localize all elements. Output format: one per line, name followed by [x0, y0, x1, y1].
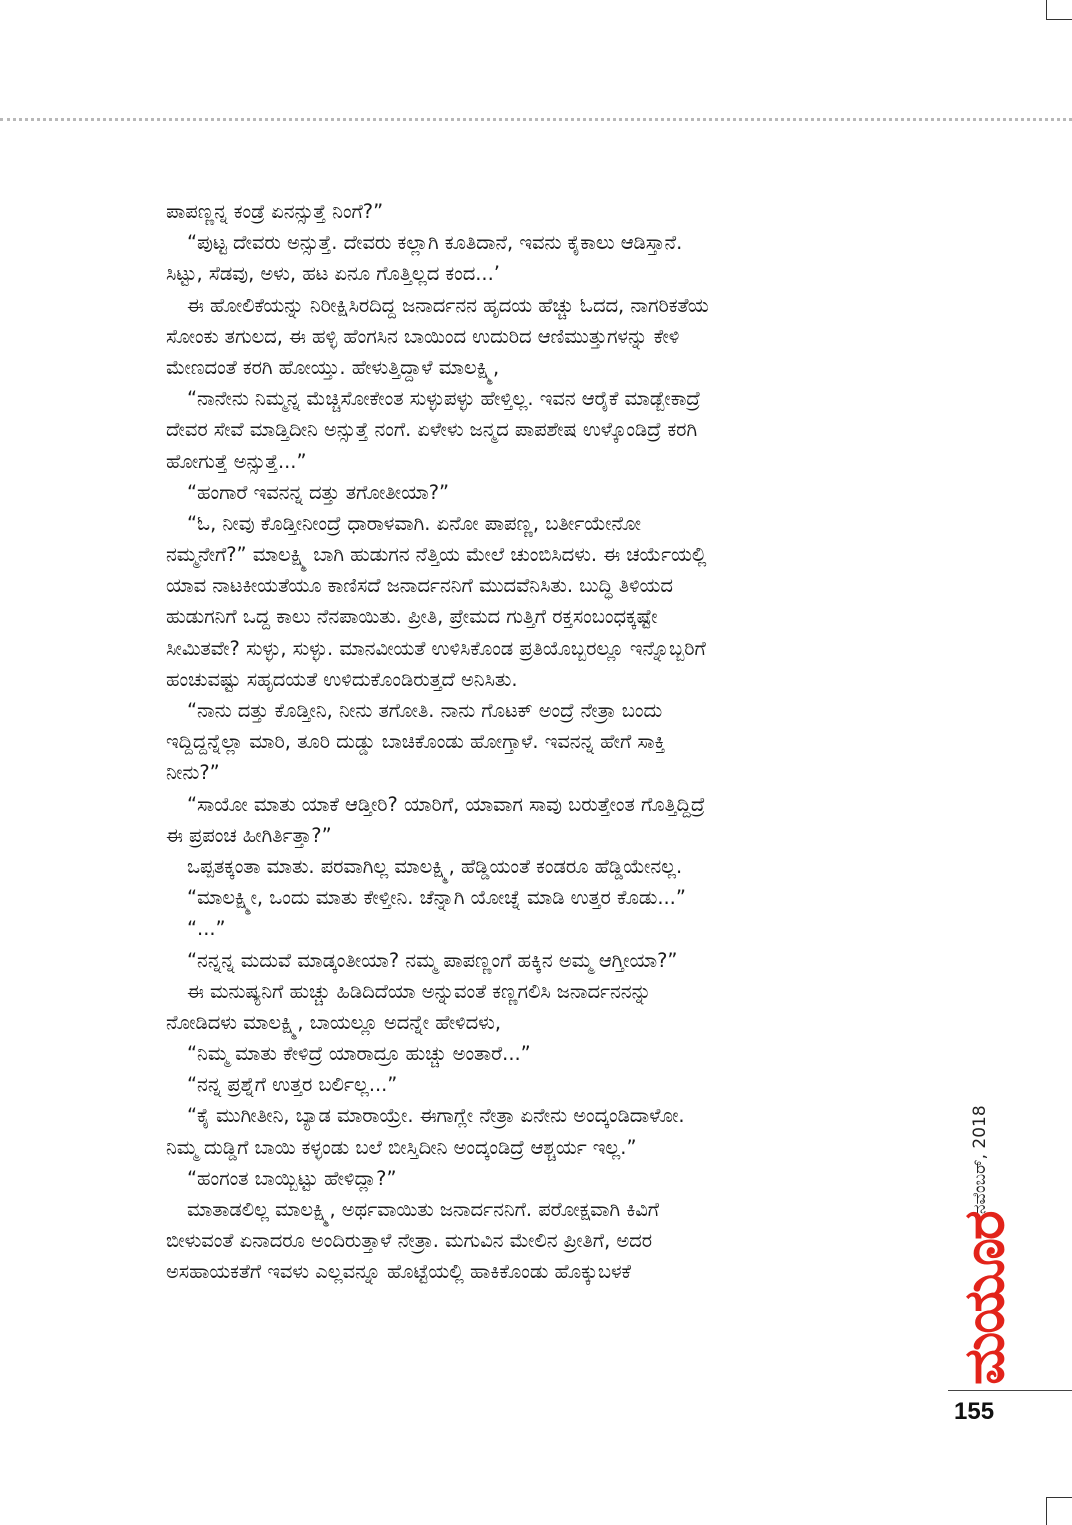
article-line: ಹೋಗುತ್ತೆ ಅನ್ಸುತ್ತೆ...”: [166, 449, 307, 473]
article-line: “ನಿಮ್ಮ ಮಾತು ಕೇಳಿದ್ರೆ ಯಾರಾದ್ರೂ ಹುಚ್ಚು ಅಂತಾರೆ...”: [187, 1042, 531, 1066]
magazine-masthead: ಮಯೂರ: [952, 1212, 1017, 1386]
article-line: ಸಿಟ್ಟು, ಸೆಡವು, ಅಳು, ಹಟ ಏನೂ ಗೊತ್ತಿಲ್ಲದ ಕಂದ...’: [166, 262, 500, 286]
article-line: “ಹಂಗಂತ ಬಾಯ್ಬಿಟ್ಟು ಹೇಳಿದ್ಲಾ?”: [187, 1166, 397, 1190]
article-line: “ಪುಟ್ಟ ದೇವರು ಅನ್ಸುತ್ತೆ. ದೇವರು ಕಲ್ಲಾಗಿ ಕೂತಿದಾನೆ, ಇವನು ಕೈಕಾಲು ಆಡಿಸ್ತಾನೆ.: [187, 231, 683, 255]
article-line: ಸೀಮಿತವೇ? ಸುಳ್ಳು, ಸುಳ್ಳು. ಮಾನವೀಯತೆ ಉಳಿಸಿಕೊಂಡ ಪ್ರತಿಯೊಬ್ಬರಲ್ಲೂ ಇನ್ನೊಬ್ಬರಿಗೆ: [166, 636, 706, 660]
page-number-rule: [948, 1390, 1072, 1391]
article-line: “ಓ, ನೀವು ಕೊಡ್ತೀನೀಂದ್ರೆ ಧಾರಾಳವಾಗಿ. ಏನೋ ಪಾಪಣ್ಣ, ಬರ್ತೀಯೇನೋ: [187, 511, 641, 535]
article-line: ಹಂಚುವಷ್ಟು ಸಹೃದಯತೆ ಉಳಿದುಕೊಂಡಿರುತ್ತದೆ ಅನಿಸಿತು.: [166, 667, 518, 691]
article-line: “ನನ್ನನ್ನ ಮದುವೆ ಮಾಡ್ಕಂತೀಯಾ? ನಮ್ಮ ಪಾಪಣ್ಣಂಗೆ ಹಕ್ಕಿನ ಅಮ್ಮ ಆಗ್ತೀಯಾ?”: [187, 948, 678, 972]
header-dotted-rule: [0, 118, 1072, 121]
article-line: “...”: [187, 917, 226, 941]
article-line: “ಕೈ ಮುಗೀತೀನಿ, ಬ್ಯಾಡ ಮಾರಾಯ್ರೇ. ಈಗಾಗ್ಲೇ ನೇತ್ರಾ ಏನೇನು ಅಂದ್ಕಂಡಿದಾಳೋ.: [187, 1104, 685, 1128]
issue-date: ನವೆಂಬರ್, 2018: [970, 1105, 990, 1214]
article-line: ದೇವರ ಸೇವೆ ಮಾಡ್ತಿದೀನಿ ಅನ್ಸುತ್ತೆ ನಂಗೆ. ಏಳೇಳು ಜನ್ಮದ ಪಾಪಶೇಷ ಉಳ್ಕೊಂಡಿದ್ರೆ ಕರಗಿ: [166, 418, 698, 442]
article-line: ಅಸಹಾಯಕತೆಗೆ ಇವಳು ಎಲ್ಲವನ್ನೂ ಹೊಟ್ಟೆಯಲ್ಲಿ ಹಾಕಿಕೊಂಡು ಹೊಕ್ಕುಬಳಕೆ: [166, 1260, 631, 1284]
article-line: ಒಪ್ಪತಕ್ಕಂತಾ ಮಾತು. ಪರವಾಗಿಲ್ಲ ಮಾಲಕ್ಷ್ಮಿ, ಹೆಡ್ಡಿಯಂತೆ ಕಂಡರೂ ಹೆಡ್ಡಿಯೇನಲ್ಲ.: [187, 854, 683, 878]
article-line: ಇದ್ದಿದ್ದನ್ನೆಲ್ಲಾ ಮಾರಿ, ತೂರಿ ದುಡ್ಡು ಬಾಚಿಕೊಂಡು ಹೋಗ್ತಾಳೆ. ಇವನನ್ನ ಹೇಗೆ ಸಾಕ್ತಿ: [166, 730, 666, 754]
article-line: “ಹಂಗಾರೆ ಇವನನ್ನ ದತ್ತು ತಗೋತೀಯಾ?”: [187, 480, 450, 504]
article-line: “ನನ್ನ ಪ್ರಶ್ನೆಗೆ ಉತ್ತರ ಬರ್ಲಿಲ್ಲ...”: [187, 1073, 398, 1097]
article-line: ನೋಡಿದಳು ಮಾಲಕ್ಷ್ಮಿ, ಬಾಯಲ್ಲೂ ಅದನ್ನೇ ಹೇಳಿದಳು,: [166, 1010, 501, 1034]
article-line: ನೀನು?”: [166, 761, 220, 785]
article-line: ಹುಡುಗನಿಗೆ ಒದ್ದ ಕಾಲು ನೆನಪಾಯಿತು. ಪ್ರೀತಿ, ಪ್ರೇಮದ ಗುತ್ತಿಗೆ ರಕ್ತಸಂಬಂಧಕ್ಕಷ್ಟೇ: [166, 605, 658, 629]
article-line: “ಸಾಯೋ ಮಾತು ಯಾಕೆ ಆಡ್ತೀರಿ? ಯಾರಿಗೆ, ಯಾವಾಗ ಸಾವು ಬರುತ್ತೇಂತ ಗೊತ್ತಿದ್ದಿದ್ರೆ: [187, 792, 705, 816]
article-line: “ಮಾಲಕ್ಷ್ಮೀ, ಒಂದು ಮಾತು ಕೇಳ್ತೀನಿ. ಚೆನ್ನಾಗಿ ಯೋಚ್ನೆ ಮಾಡಿ ಉತ್ತರ ಕೊಡು...”: [187, 886, 686, 910]
article-line: ಈ ಹೋಲಿಕೆಯನ್ನು ನಿರೀಕ್ಷಿಸಿರದಿದ್ದ ಜನಾರ್ದನನ ಹೃದಯ ಹೆಚ್ಚು ಓದದ, ನಾಗರಿಕತೆಯ: [187, 293, 709, 317]
article-line: ಮಾತಾಡಲಿಲ್ಲ ಮಾಲಕ್ಷ್ಮಿ, ಅರ್ಥವಾಯಿತು ಜನಾರ್ದನನಿಗೆ. ಪರೋಕ್ಷವಾಗಿ ಕಿವಿಗೆ: [187, 1198, 660, 1221]
article-line: ಪಾಪಣ್ಣನ್ನ ಕಂಡ್ರೆ ಏನನ್ಸುತ್ತೆ ನಿಂಗೆ?”: [166, 200, 384, 223]
article-line: ಮೇಣದಂತೆ ಕರಗಿ ಹೋಯ್ತು. ಹೇಳುತ್ತಿದ್ದಾಳೆ ಮಾಲಕ್ಷ್ಮಿ,: [166, 355, 500, 379]
article-line: ಬೀಳುವಂತೆ ಏನಾದರೂ ಅಂದಿರುತ್ತಾಳೆ ನೇತ್ರಾ. ಮಗುವಿನ ಮೇಲಿನ ಪ್ರೀತಿಗೆ, ಅದರ: [166, 1229, 652, 1253]
article-line: ಯಾವ ನಾಟಕೀಯತೆಯೂ ಕಾಣಿಸದೆ ಜನಾರ್ದನನಿಗೆ ಮುದವೆನಿಸಿತು. ಬುದ್ಧಿ ತಿಳಿಯದ: [166, 574, 673, 598]
article-line: ನಿಮ್ಮ ದುಡ್ಡಿಗೆ ಬಾಯಿ ಕಳ್ಳಂಡು ಬಲೆ ಬೀಸ್ತಿದೀನಿ ಅಂದ್ಕಂಡಿದ್ರೆ ಆಶ್ಚರ್ಯ ಇಲ್ಲ.”: [166, 1135, 637, 1159]
crop-mark-top: [1046, 0, 1072, 20]
article-line: “ನಾನೇನು ನಿಮ್ಮನ್ನ ಮೆಚ್ಚಿಸೋಕೇಂತ ಸುಳ್ಳುಪಳ್ಳು ಹೇಳ್ತಿಲ್ಲ. ಇವನ ಆರೈಕೆ ಮಾಡ್ಬೇಕಾದ್ರೆ: [187, 387, 701, 411]
page-number: 155: [954, 1398, 995, 1425]
article-line: ನಮ್ಮನೇಗೆ?” ಮಾಲಕ್ಷ್ಮಿ ಬಾಗಿ ಹುಡುಗನ ನೆತ್ತಿಯ ಮೇಲೆ ಚುಂಬಿಸಿದಳು. ಈ ಚರ್ಯೆಯಲ್ಲಿ: [166, 543, 707, 567]
article-line: ಸೋಂಕು ತಗುಲದ, ಈ ಹಳ್ಳಿ ಹೆಂಗಸಿನ ಬಾಯಿಂದ ಉದುರಿದ ಆಣಿಮುತ್ತುಗಳನ್ನು ಕೇಳಿ: [166, 324, 680, 348]
article-line: “ನಾನು ದತ್ತು ಕೊಡ್ತೀನಿ, ನೀನು ತಗೋತಿ. ನಾನು ಗೊಟಕ್ ಅಂದ್ರೆ ನೇತ್ರಾ ಬಂದು: [187, 699, 663, 722]
article-line: ಈ ಮನುಷ್ಯನಿಗೆ ಹುಚ್ಚು ಹಿಡಿದಿದೆಯಾ ಅನ್ನುವಂತೆ ಕಣ್ಣಗಲಿಸಿ ಜನಾರ್ದನನನ್ನು: [187, 979, 652, 1003]
article-body: [166, 196, 910, 1288]
crop-mark-bottom: [1046, 1497, 1072, 1525]
article-line: ಈ ಪ್ರಪಂಚ ಹೀಗಿರ್ತಿತ್ತಾ?”: [166, 823, 332, 847]
